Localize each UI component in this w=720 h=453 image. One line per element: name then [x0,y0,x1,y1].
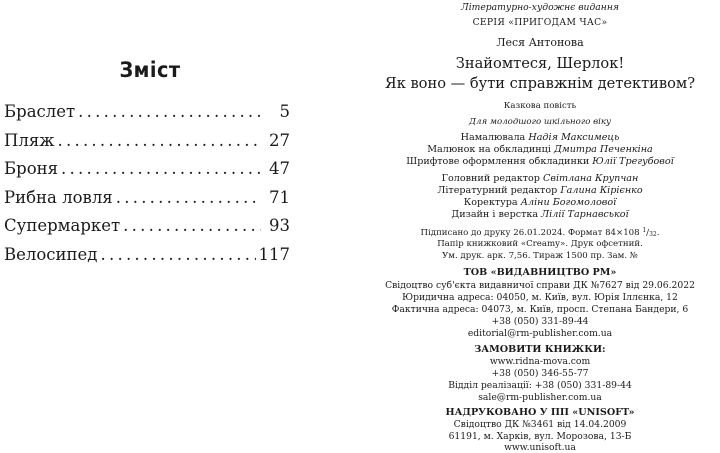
editor-chief [360,173,720,184]
publisher-actual-address: Фактична адреса: 04073, м. Київ, просп. Степана Бандери, 6 [391,304,689,315]
right-page [360,0,720,453]
editor-proofreading [360,197,720,208]
toc-entry [4,241,290,270]
credit-person: Юлії Трегубової [592,156,674,167]
toc-entry-page: 93 [269,216,290,235]
publisher-legal-address: Юридична адреса: 04050, м. Київ, вул. Юрія Іллєнка, 12 [402,292,678,303]
edition-type: Літературно-художнє видання [461,2,619,13]
publisher-name: ТОВ «ВИДАВНИЦТВО РМ» [463,267,617,278]
credit-role: Малюнок на обкладинці [427,144,551,155]
toc-title: Зміст [119,58,181,82]
toc-entry-page: 5 [279,102,290,121]
editor-role: Літературний редактор [437,185,558,196]
printer-certificate: Свідоцтво ДК №3461 від 14.04.2009 [453,419,627,430]
toc-entry-name: Броня [4,159,59,178]
toc-entry [4,98,290,127]
toc-entry [4,155,290,184]
toc-entry-page: 71 [269,187,290,207]
audience: Для молодшого шкільного віку [469,117,611,127]
order-sales: Відділ реалізації: +38 (050) 331-89-44 [448,380,632,391]
toc-leader [78,98,261,127]
credit-person: Дмитра Печенкіна [553,144,653,155]
toc-leader [123,212,261,241]
toc-leader [61,155,261,184]
printer-heading: НАДРУКОВАНО У ПП «UNISOFT» [445,407,635,418]
genre: Казкова повість [503,101,577,111]
credit-person: Надія Максимець [528,132,620,143]
credit-illustrator [360,132,720,143]
editor-person: Світлана Крупчан [543,173,639,184]
toc-leader [100,241,255,270]
editor-person: Галина Кірієнко [560,185,643,196]
book-subtitle: Як воно — бути справжнім детективом? [384,75,696,92]
left-page [0,0,300,449]
printer-website[interactable]: www.unisoft.ua [504,442,576,453]
order-phone: +38 (050) 346-55-77 [491,368,589,379]
order-email[interactable]: sale@rm-publisher.com.ua [478,392,602,403]
book-title: Знайомтеся, Шерлок! [455,55,625,72]
toc-entry-page: 47 [269,159,290,178]
toc-entry-name: Супермаркет [4,216,121,235]
toc-leader [116,184,261,213]
print-paper: Папір книжковий «Creamy». Друк офсетний. [437,239,643,249]
order-heading: ЗАМОВИТИ КНИЖКИ: [474,344,606,355]
format-denominator: 32 [649,231,657,238]
toc-entry-name: Браслет [4,102,76,121]
series-name: СЕРІЯ «ПРИГОДАМ ЧАС» [472,17,608,28]
toc-entry-name: Пляж [4,130,55,150]
editor-person: Лілії Тарнавської [541,209,629,220]
order-website[interactable]: www.ridna-mova.com [489,356,591,367]
editor-role: Дизайн і верстка [451,209,539,220]
printer-address: 61191, м. Харків, вул. Морозова, 13-Б [448,431,632,442]
toc-entry-page: 27 [269,130,290,150]
editor-role: Головний редактор [441,173,540,184]
toc-entry-name: Велосипед [4,244,98,264]
editor-person: Аліни Богомолової [520,197,617,208]
toc-entry [4,212,290,241]
toc-list [4,98,290,269]
credit-lettering [360,156,720,167]
credit-role: Намалювала [460,132,526,143]
publisher-certificate: Свідоцтво суб'єкта видавничої справи ДК №7627 від 29.06.2022 [385,280,695,291]
print-sheets: Ум. друк. арк. 7,56. Тираж 1500 пр. Зам. № [442,251,638,261]
toc-entry [4,184,290,213]
format-numerator: 1 [642,227,647,234]
toc-entry-name: Рибна ловля [4,187,113,207]
editor-literary [360,185,720,196]
toc-leader [57,127,261,156]
editor-design [360,209,720,220]
editor-role: Коректура [463,197,518,208]
publisher-phone: +38 (050) 331-89-44 [491,316,589,327]
toc-entry-page: 117 [258,244,290,264]
publisher-email[interactable]: editorial@rm-publisher.com.ua [467,328,613,339]
credit-cover [360,144,720,155]
print-signed: Підписано до друку 26.01.2024. Формат 84×108 $^1$/32. [420,227,660,238]
credit-role: Шрифтове оформлення обкладинки [406,156,590,167]
author-name: Леся Антонова [496,36,584,49]
toc-entry [4,127,290,156]
